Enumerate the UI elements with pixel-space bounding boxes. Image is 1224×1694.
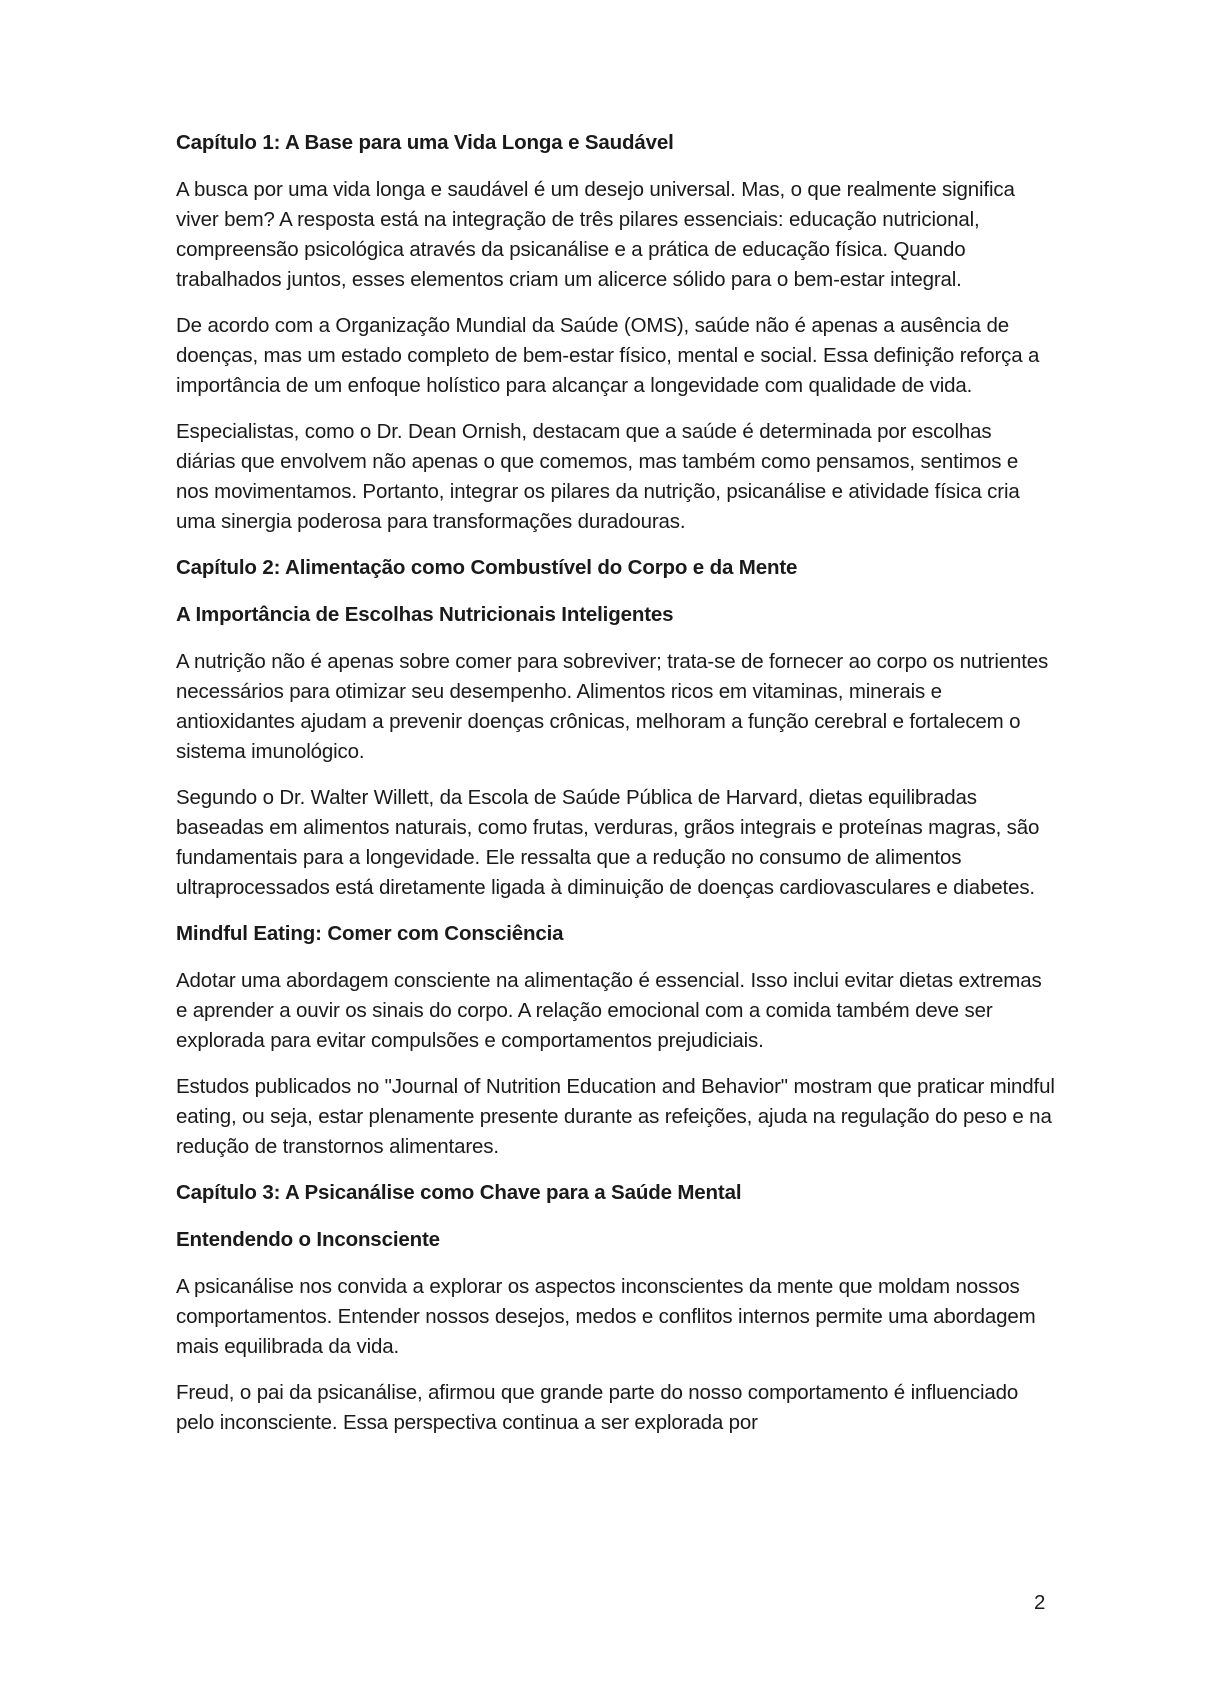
paragraph: De acordo com a Organização Mundial da Saúde (OMS), saúde não é apenas a ausência de doenças, mas um estado completo de bem-estar físico, mental e social. Essa definição reforça a importância de um enfoque holístico para alcançar a longevidade com qualidade de vida. (176, 314, 1040, 397)
paragraph: Segundo o Dr. Walter Willett, da Escola de Saúde Pública de Harvard, dietas equilibradas baseadas em alimentos naturais, como frutas, verduras, grãos integrais e proteínas magras, são fundamentais para a longevidade. Ele ressalta que a redução no consumo de alimentos ultraprocessados está diretamente ligada à diminuição de doenças cardiovasculares e diabetes. (176, 786, 1040, 899)
paragraph: Especialistas, como o Dr. Dean Ornish, destacam que a saúde é determinada por escolhas diárias que envolvem não apenas o que comemos, mas também como pensamos, sentimos e nos movimentamos. Portanto, integrar os pilares da nutrição, psicanálise e atividade física cria uma sinergia poderosa para transformações duradouras. (176, 420, 1020, 533)
paragraph: A busca por uma vida longa e saudável é um desejo universal. Mas, o que realmente significa viver bem? A resposta está na integração de três pilares essenciais: educação nutricional, compreensão psicológica através da psicanálise e a prática de educação física. Quando trabalhados juntos, esses elementos criam um alicerce sólido para o bem-estar integral. (176, 178, 1015, 291)
section-heading: Mindful Eating: Comer com Consciência (176, 922, 564, 945)
paragraph: A psicanálise nos convida a explorar os aspectos inconscientes da mente que moldam nossos comportamentos. Entender nossos desejos, medos e conflitos internos permite uma abordagem mais equilibrada da vida. (176, 1275, 1036, 1358)
page-body (176, 128, 1056, 1454)
page-number: 2 (1034, 1591, 1046, 1614)
section-heading: Entendendo o Inconsciente (176, 1228, 440, 1251)
paragraph: A nutrição não é apenas sobre comer para sobreviver; trata-se de fornecer ao corpo os nutrientes necessários para otimizar seu desempenho. Alimentos ricos em vitaminas, minerais e antioxidantes ajudam a prevenir doenças crônicas, melhoram a função cerebral e fortalecem o sistema imunológico. (176, 650, 1049, 763)
section-heading: A Importância de Escolhas Nutricionais Inteligentes (176, 603, 674, 626)
paragraph: Estudos publicados no "Journal of Nutrition Education and Behavior" mostram que praticar mindful eating, ou seja, estar plenamente presente durante as refeições, ajuda na regulação do peso e na redução de transtornos alimentares. (176, 1075, 1055, 1158)
chapter-3-heading: Capítulo 3: A Psicanálise como Chave para a Saúde Mental (176, 1181, 742, 1204)
paragraph: Freud, o pai da psicanálise, afirmou que grande parte do nosso comportamento é influenciado pelo inconsciente. Essa perspectiva continua a ser explorada por (176, 1381, 1019, 1434)
chapter-2-heading: Capítulo 2: Alimentação como Combustível do Corpo e da Mente (176, 556, 798, 579)
chapter-1-heading: Capítulo 1: A Base para uma Vida Longa e Saudável (176, 131, 674, 154)
paragraph: Adotar uma abordagem consciente na alimentação é essencial. Isso inclui evitar dietas extremas e aprender a ouvir os sinais do corpo. A relação emocional com a comida também deve ser explorada para evitar compulsões e comportamentos prejudiciais. (176, 969, 1042, 1052)
